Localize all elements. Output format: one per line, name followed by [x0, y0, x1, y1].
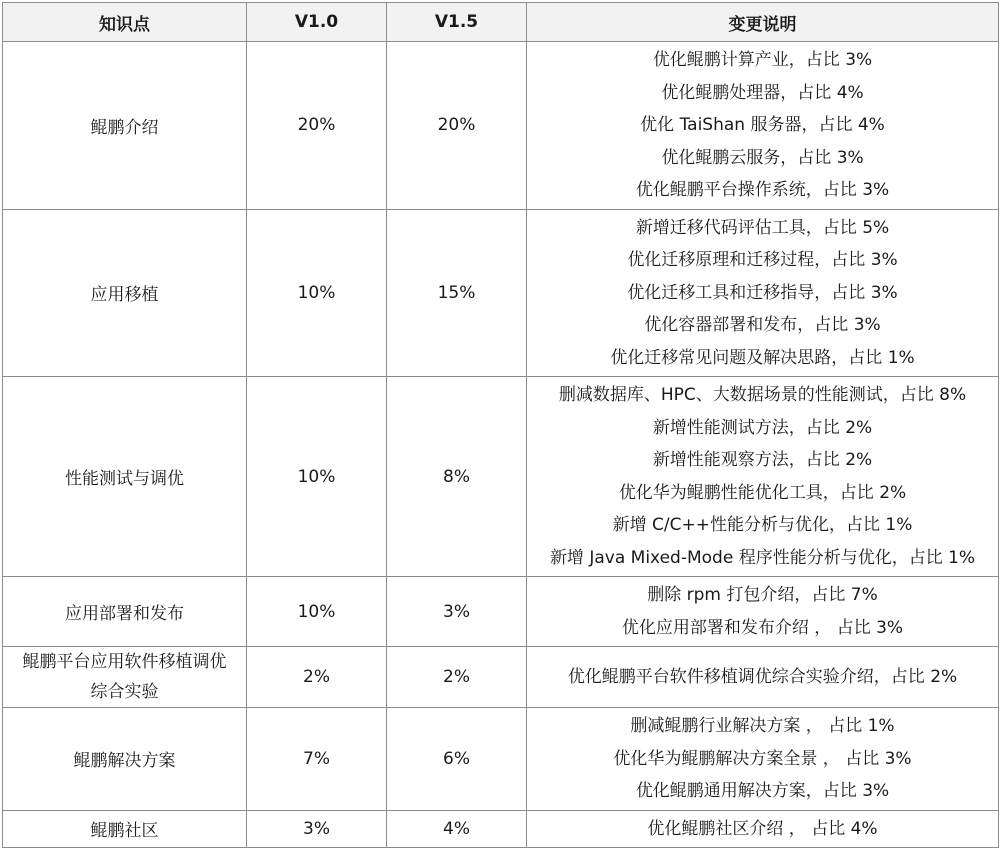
change-line: 新增性能观察方法，占比 2% [652, 450, 873, 470]
topic-line: 鲲鹏平台应用软件移植调优 [22, 652, 227, 672]
change-line: 删减鲲鹏行业解决方案 ， 占比 1% [630, 716, 895, 736]
v10-cell: 20% [247, 42, 387, 210]
change-line: 优化鲲鹏云服务，占比 3% [661, 147, 864, 168]
header-v10: V1.0 [247, 3, 387, 42]
table-row [3, 377, 999, 577]
change-line: 新增 Java Mixed-Mode 程序性能分析与优化，占比 1% [549, 547, 976, 568]
table-row [3, 708, 999, 811]
v10-cell: 10% [247, 209, 387, 377]
change-line: 优化鲲鹏计算产业，占比 3% [652, 50, 873, 70]
v15-cell: 8% [387, 377, 527, 577]
v15-cell: 3% [387, 577, 527, 647]
v10-cell: 10% [247, 377, 387, 577]
change-line: 优化迁移原理和迁移过程，占比 3% [627, 250, 898, 270]
change-line: 新增迁移代码评估工具，占比 5% [635, 217, 890, 238]
topic-cell: 鲲鹏社区 [3, 810, 247, 848]
changes-cell [527, 42, 999, 210]
changes-cell [527, 708, 999, 811]
header-row [3, 3, 999, 42]
v10-cell: 2% [247, 647, 387, 708]
change-line: 优化迁移常见问题及解决思路，占比 1% [610, 347, 915, 368]
v15-cell: 4% [387, 810, 527, 848]
table-row [3, 810, 999, 848]
change-line: 优化鲲鹏平台软件移植调优综合实验介绍，占比 2% [567, 666, 958, 687]
changes-cell [527, 377, 999, 577]
changes-cell [527, 810, 999, 848]
v15-cell: 15% [387, 209, 527, 377]
change-line: 新增 C/C++性能分析与优化，占比 1% [612, 515, 913, 535]
topic-cell: 鲲鹏解决方案 [3, 708, 247, 811]
table-row [3, 647, 999, 708]
header-v15: V1.5 [387, 3, 527, 42]
topic-cell: 性能测试与调优 [3, 377, 247, 577]
change-line: 新增性能测试方法，占比 2% [652, 417, 873, 438]
table-row [3, 209, 999, 377]
change-line: 优化华为鲲鹏性能优化工具，占比 2% [618, 482, 907, 503]
change-line: 优化鲲鹏社区介绍 ， 占比 4% [647, 818, 878, 839]
v10-cell: 10% [247, 577, 387, 647]
v10-cell: 7% [247, 708, 387, 811]
change-line: 优化华为鲲鹏解决方案全景 ， 占比 3% [613, 748, 912, 769]
change-line: 优化迁移工具和迁移指导，占比 3% [627, 282, 898, 303]
change-line: 优化应用部署和发布介绍 ， 占比 3% [621, 617, 904, 638]
table-row [3, 42, 999, 210]
header-topic: 知识点 [3, 3, 247, 42]
change-line: 删除 rpm 打包介绍，占比 7% [647, 585, 878, 605]
topic-cell: 应用移植 [3, 209, 247, 377]
changes-cell [527, 577, 999, 647]
change-line: 优化鲲鹏通用解决方案，占比 3% [635, 781, 890, 801]
topic-cell: 应用部署和发布 [3, 577, 247, 647]
v15-cell: 2% [387, 647, 527, 708]
topic-line: 综合实验 [90, 682, 159, 702]
table-row [3, 577, 999, 647]
changes-cell [527, 209, 999, 377]
change-line: 优化 TaiShan 服务器，占比 4% [640, 115, 885, 135]
change-line: 优化容器部署和发布，占比 3% [644, 315, 881, 335]
changes-cell [527, 647, 999, 708]
header-changes: 变更说明 [527, 3, 999, 42]
v15-cell: 6% [387, 708, 527, 811]
change-line: 优化鲲鹏处理器，占比 4% [661, 82, 864, 103]
v15-cell: 20% [387, 42, 527, 210]
change-line: 删减数据库、HPC、大数据场景的性能测试，占比 8% [558, 385, 967, 405]
v10-cell: 3% [247, 810, 387, 848]
change-line: 优化鲲鹏平台操作系统，占比 3% [635, 180, 890, 200]
topic-cell: 鲲鹏介绍 [3, 42, 247, 210]
comparison-table [2, 2, 999, 848]
topic-cell [3, 647, 247, 708]
